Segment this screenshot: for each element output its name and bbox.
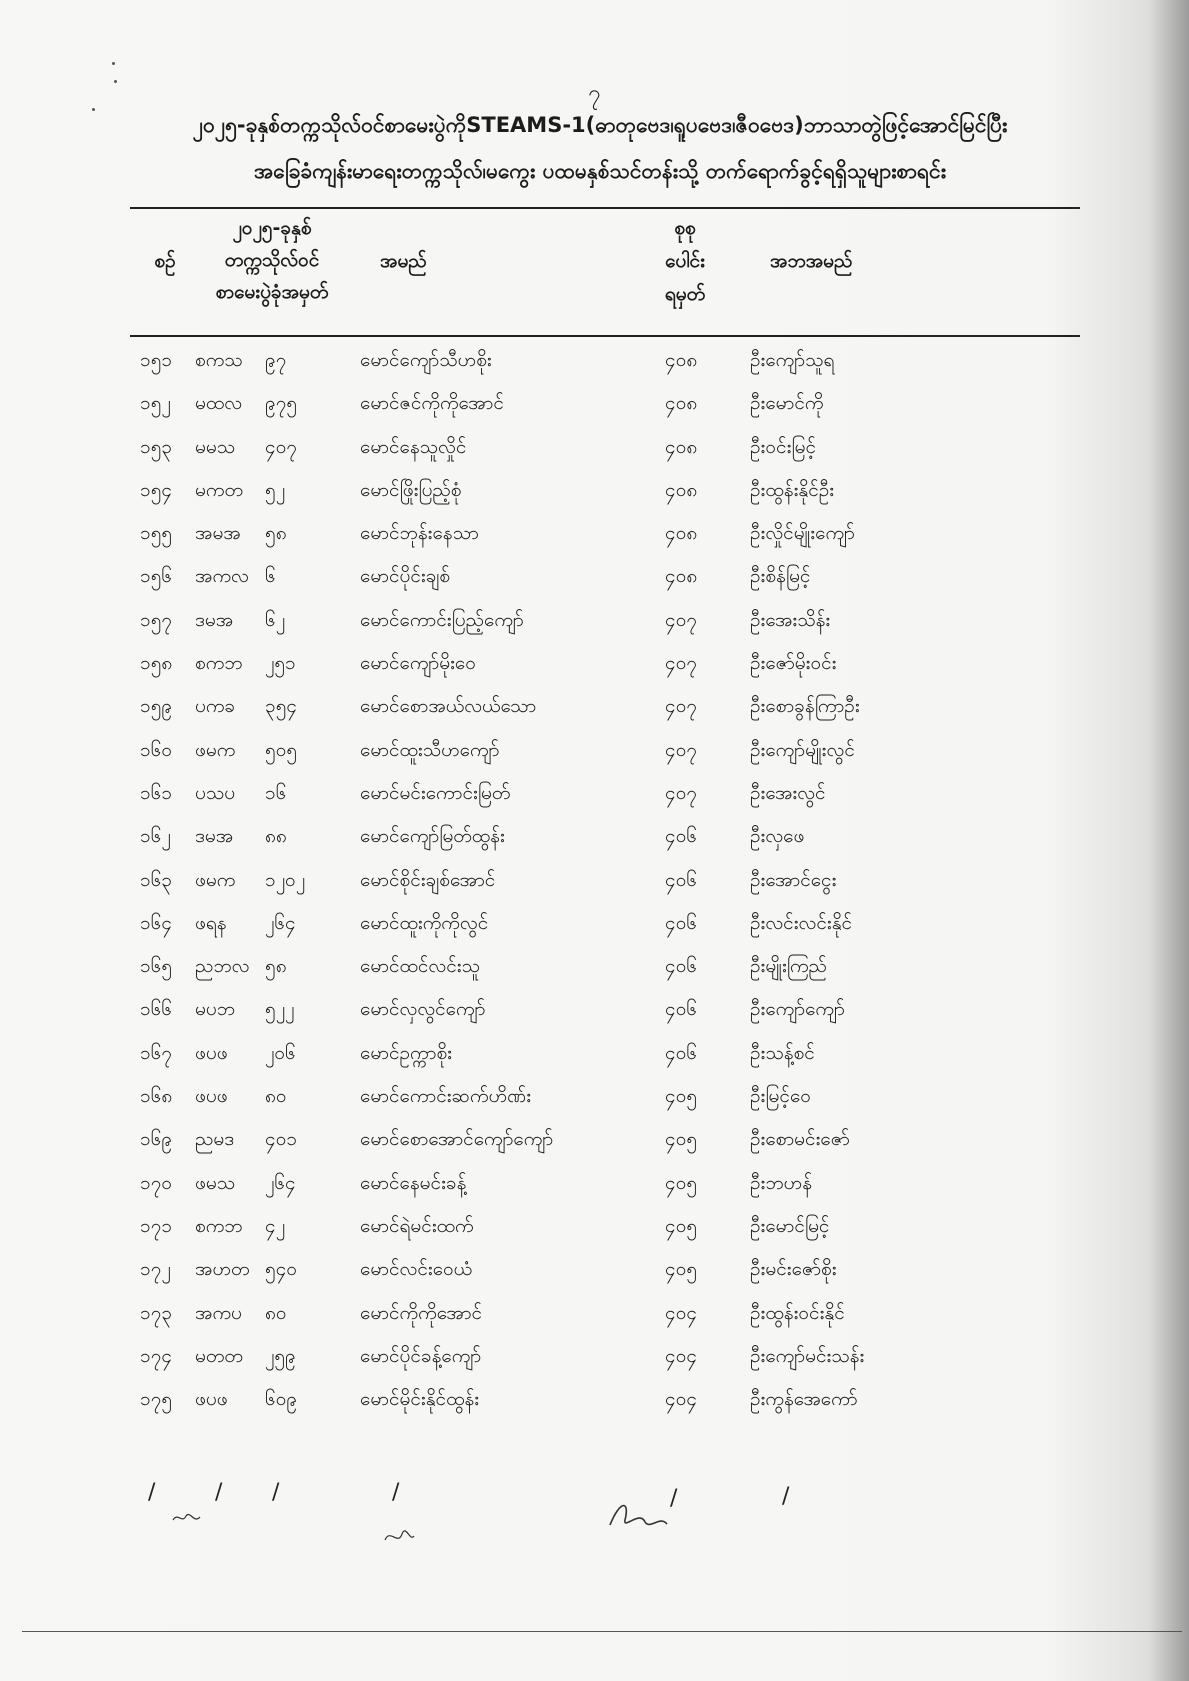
cell-center-code: ဖမက [195, 868, 236, 891]
cell-roll-number: ၅၈ [265, 522, 287, 545]
header-total-line: ရမှတ် [664, 283, 706, 305]
cell-serial: ၁၅၄ [140, 478, 173, 501]
cell-roll-number: ၉၇၅ [265, 392, 298, 415]
cell-father-name: ဦးကျော်မျိုးလွင် [750, 738, 855, 761]
table-row [0, 732, 1189, 775]
cell-roll-number: ၄၀၇ [265, 435, 298, 458]
table-row [0, 385, 1189, 428]
table-top-rule [130, 207, 1080, 209]
page-bottom-rule [22, 1631, 1182, 1632]
table-row [0, 472, 1189, 515]
cell-total-marks: ၄၀၆ [665, 825, 698, 848]
cell-name: မောင်မိုင်းနိုင်ထွန်း [360, 1388, 480, 1411]
cell-serial: ၁၆၅ [140, 955, 173, 978]
cell-center-code: မထလ [195, 392, 243, 415]
cell-father-name: ဦးလှဖေ [750, 825, 805, 848]
header-total-marks [650, 212, 720, 311]
cell-center-code: ဖပဖ [195, 1041, 228, 1064]
cell-father-name: ဦးမောင်မြင့် [750, 1214, 830, 1237]
cell-total-marks: ၄၀၅ [665, 1128, 698, 1151]
header-father-name: အဘအမည် [770, 250, 853, 272]
cell-serial: ၁၇၂ [140, 1258, 171, 1281]
cell-name: မောင်ပိုင်ခန့်ကျော် [360, 1344, 482, 1367]
cell-center-code: ဖရန [195, 911, 227, 934]
header-roll-line: တက္ကသိုလ်ဝင် [224, 249, 320, 271]
table-row [0, 1295, 1189, 1338]
cell-center-code: အမအ [195, 522, 241, 545]
table-row [0, 429, 1189, 472]
cell-serial: ၁၆၆ [140, 998, 173, 1021]
cell-serial: ၁၇၃ [140, 1301, 173, 1324]
table-row [0, 1078, 1189, 1121]
cell-name: မောင်ကျော်မိုးဝေ [360, 652, 476, 675]
cell-father-name: ဦးထွန်းနိုင်ဦး [750, 478, 835, 501]
cell-total-marks: ၄၀၇ [665, 608, 698, 631]
cell-father-name: ဦးအေးလွင် [750, 781, 826, 804]
cell-serial: ၁၆၇ [140, 1041, 173, 1064]
cell-total-marks: ၄၀၅ [665, 1214, 698, 1237]
document-title-line2: အခြေခံကျန်းမာရေးတက္ကသိုလ်၊မကွေး ပထမနှစ်သင်တန်းသို့ တက်ရောက်ခွင့်ရရှိသူများစာရင်း [253, 159, 947, 183]
header-roll-number [192, 212, 352, 308]
cell-name: မောင်မင်းကောင်းမြတ် [360, 781, 511, 804]
cell-serial: ၁၅၅ [140, 522, 173, 545]
cell-center-code: ဒမအ [195, 608, 234, 631]
header-serial: စဉ် [154, 250, 176, 272]
cell-total-marks: ၄၀၇ [665, 652, 698, 675]
cell-roll-number: ၉၇ [265, 349, 287, 371]
cell-father-name: ဦးအေးသိန်း [750, 608, 831, 631]
cell-total-marks: ၄၀၅ [665, 1171, 698, 1194]
cell-father-name: ဦးစိန်မြင့် [750, 565, 811, 588]
table-row [0, 688, 1189, 731]
cell-roll-number: ၅၀၅ [265, 738, 298, 761]
table-row [0, 1251, 1189, 1294]
table-row [0, 645, 1189, 688]
document-title-line1: ၂၀၂၅-ခုနှစ်တက္ကသိုလ်ဝင်စာမေးပွဲကိုSTEAMS-1(ဓာတုဗေဒ၊ရူပဗေဒ၊ဇီဝဗေဒ)ဘာသာတွဲဖြင့်အောင်မြင်ပြီး [192, 113, 1008, 137]
cell-serial: ၁၆၉ [140, 1128, 173, 1151]
cell-name: မောင်ကျော်မြတ်ထွန်း [360, 825, 505, 848]
initial-mark [170, 1508, 210, 1528]
cell-serial: ၁၅၆ [140, 565, 173, 588]
cell-father-name: ဦးကျော်ကျော် [750, 998, 845, 1021]
cell-father-name: ဦးကျော်သူရ [750, 349, 835, 371]
cell-serial: ၁၇၅ [140, 1388, 173, 1411]
cell-roll-number: ၈၀ [265, 1301, 287, 1324]
cell-name: မောင်ဖြိုးပြည့်စုံ [360, 478, 462, 501]
header-name: အမည် [380, 250, 427, 272]
cell-roll-number: ၂၀၆ [265, 1041, 296, 1064]
cell-center-code: ဖမက [195, 738, 236, 761]
cell-father-name: ဦးအောင်ငွေး [750, 868, 837, 891]
table-header-rule [130, 335, 1080, 337]
cell-center-code: ဒမအ [195, 825, 234, 848]
cell-total-marks: ၄၀၆ [665, 955, 698, 978]
cell-roll-number: ၄၂ [265, 1214, 286, 1237]
table-row [0, 558, 1189, 601]
table-row [0, 818, 1189, 861]
cell-total-marks: ၄၀၆ [665, 998, 698, 1021]
table-row [0, 1035, 1189, 1078]
cell-total-marks: ၄၀၆ [665, 1041, 698, 1064]
cell-name: မောင်ထင်လင်းသူ [360, 955, 480, 978]
page-number: ၇ [588, 81, 601, 106]
table-row [0, 948, 1189, 991]
cell-center-code: ညမဒ [195, 1128, 235, 1151]
cell-father-name: ဦးလင်းလင်းနိုင် [750, 911, 853, 934]
cell-serial: ၁၅၁ [140, 349, 173, 371]
cell-total-marks: ၄၀၈ [665, 392, 698, 415]
cell-total-marks: ၄၀၈ [665, 522, 698, 545]
cell-father-name: ဦးဇော်မိုးဝင်း [750, 652, 837, 675]
table-row [0, 991, 1189, 1034]
cell-serial: ၁၆၀ [140, 738, 173, 761]
cell-father-name: ဦးမောင်ကို [750, 392, 824, 415]
initial-mark [380, 1520, 420, 1550]
cell-center-code: မပဘ [195, 998, 235, 1021]
cell-name: မောင်ပိုင်းချစ် [360, 565, 451, 588]
signature-mark [605, 1490, 685, 1540]
cell-roll-number: ၁၂၀၂ [265, 868, 306, 891]
cell-roll-number: ၄၀၁ [265, 1128, 298, 1151]
cell-serial: ၁၅၈ [140, 652, 173, 675]
table-row [0, 1381, 1189, 1424]
header-roll-line: စာမေးပွဲခုံအမှတ် [215, 281, 329, 303]
table-row [0, 905, 1189, 948]
cell-serial: ၁၆၁ [140, 781, 173, 804]
cell-father-name: ဦးကွန်အေကော် [750, 1388, 858, 1411]
cell-center-code: မမသ [195, 435, 236, 458]
cell-name: မောင်ထူးသီဟကျော် [360, 738, 500, 761]
cell-center-code: ပသပ [195, 781, 236, 804]
cell-total-marks: ၄၀၆ [665, 868, 698, 891]
cell-name: မောင်ဇင်ကိုကိုအောင် [360, 392, 504, 415]
header-total-line: စုစု [674, 217, 696, 239]
cell-name: မောင်ဘုန်းနေသာ [360, 522, 479, 545]
cell-roll-number: ၃၅၄ [265, 695, 298, 718]
cell-roll-number: ၆၂ [265, 608, 286, 631]
cell-serial: ၁၅၇ [140, 608, 173, 631]
table-row [0, 1165, 1189, 1208]
cell-center-code: ဖမသ [195, 1171, 236, 1194]
cell-center-code: အကလ [195, 565, 249, 588]
cell-roll-number: ၂၅၉ [265, 1344, 296, 1367]
cell-center-code: အဟတ [195, 1258, 250, 1281]
cell-serial: ၁၇၄ [140, 1344, 173, 1367]
cell-total-marks: ၄၀၅ [665, 1258, 698, 1281]
cell-name: မောင်ဥက္ကာစိုး [360, 1041, 452, 1064]
cell-total-marks: ၄၀၄ [665, 1388, 698, 1411]
cell-roll-number: ၆၀၉ [265, 1388, 298, 1411]
table-row [0, 602, 1189, 645]
cell-total-marks: ၄၀၆ [665, 911, 698, 934]
cell-serial: ၁၆၃ [140, 868, 173, 891]
header-total-line: ပေါင်း [665, 250, 705, 272]
cell-total-marks: ၄၀၈ [665, 565, 698, 588]
cell-total-marks: ၄၀၇ [665, 738, 698, 761]
cell-father-name: ဦးလှိုင်မျိုးကျော် [750, 522, 855, 545]
table-row [0, 862, 1189, 905]
cell-name: မောင်ကောင်းဆက်ဟိဏ်း [360, 1085, 532, 1108]
table-row [0, 1121, 1189, 1164]
cell-serial: ၁၅၃ [140, 435, 173, 458]
cell-name: မောင်စောအယ်လယ်သော [360, 695, 537, 718]
cell-serial: ၁၇၁ [140, 1214, 173, 1237]
cell-roll-number: ၅၈ [265, 955, 287, 978]
table-row [0, 1338, 1189, 1381]
cell-roll-number: ၅၂၂ [265, 998, 295, 1021]
cell-serial: ၁၇၀ [140, 1171, 173, 1194]
cell-serial: ၁၆၄ [140, 911, 173, 934]
cell-center-code: ဖပဖ [195, 1085, 228, 1108]
table-row [0, 1208, 1189, 1251]
cell-father-name: ဦးစောခွန်ကြာဦး [750, 695, 860, 718]
cell-father-name: ဦးမျိုးကြည် [750, 955, 827, 978]
cell-center-code: ညဘလ [195, 955, 250, 978]
cell-father-name: ဦးမြင့်ဝေ [750, 1085, 811, 1108]
cell-center-code: စကဘ [195, 652, 243, 675]
cell-total-marks: ၄၀၇ [665, 781, 698, 804]
cell-center-code: မကတ [195, 478, 243, 501]
cell-total-marks: ၄၀၇ [665, 695, 698, 718]
cell-roll-number: ၂၆၄ [265, 911, 296, 934]
table-row [0, 342, 1189, 385]
cell-name: မောင်ကောင်းပြည့်ကျော် [360, 608, 524, 631]
cell-serial: ၁၅၂ [140, 392, 171, 415]
cell-name: မောင်နေမင်းခန့် [360, 1171, 467, 1194]
cell-father-name: ဦးသန့်စင် [750, 1041, 815, 1064]
scan-speck [112, 62, 115, 65]
cell-name: မောင်နေသူလှိုင် [360, 435, 467, 458]
cell-name: မောင်စောအောင်ကျော်ကျော် [360, 1128, 554, 1151]
cell-total-marks: ၄၀၄ [665, 1301, 698, 1324]
cell-father-name: ဦးထွန်းဝင်းနိုင် [750, 1301, 845, 1324]
cell-roll-number: ၈၀ [265, 1085, 287, 1108]
cell-center-code: အကပ [195, 1301, 242, 1324]
cell-name: မောင်ရဲမင်းထက် [360, 1214, 474, 1237]
table-body [0, 342, 1189, 1424]
cell-center-code: စကသ [195, 349, 243, 371]
cell-roll-number: ၆ [265, 565, 276, 588]
cell-total-marks: ၄၀၅ [665, 1085, 698, 1108]
cell-name: မောင်ကိုကိုအောင် [360, 1301, 483, 1324]
cell-name: မောင်လင်းဝေယံ [360, 1258, 473, 1281]
cell-name: မောင်လှလွင်ကျော် [360, 998, 486, 1021]
tick-marks: / / / / / / [148, 1480, 790, 1511]
cell-serial: ၁၆၈ [140, 1085, 173, 1108]
cell-name: မောင်ထူးကိုကိုလွင် [360, 911, 489, 934]
cell-father-name: ဦးကျော်မင်းသန်း [750, 1344, 865, 1367]
cell-center-code: ပကခ [195, 695, 236, 718]
table-row [0, 775, 1189, 818]
cell-roll-number: ၂၅၁ [265, 652, 296, 675]
cell-center-code: စကဘ [195, 1214, 243, 1237]
cell-father-name: ဦးမင်းဇော်စိုး [750, 1258, 837, 1281]
cell-roll-number: ၂၆၄ [265, 1171, 296, 1194]
cell-roll-number: ၅၂ [265, 478, 286, 501]
cell-roll-number: ၅၄၀ [265, 1258, 298, 1281]
cell-father-name: ဦးစောမင်းဇော် [750, 1128, 850, 1151]
cell-name: မောင်စိုင်းချစ်အောင် [360, 868, 496, 891]
cell-center-code: ဖပဖ [195, 1388, 228, 1411]
cell-roll-number: ၁၆ [265, 781, 287, 804]
header-roll-line: ၂၀၂၅-ခုနှစ် [232, 217, 312, 239]
cell-serial: ၁၅၉ [140, 695, 173, 718]
cell-total-marks: ၄၀၄ [665, 1344, 698, 1367]
cell-name: မောင်ကျော်သီဟစိုး [360, 349, 492, 371]
cell-total-marks: ၄၀၈ [665, 349, 698, 371]
cell-total-marks: ၄၀၈ [665, 478, 698, 501]
cell-roll-number: ၈၈ [265, 825, 287, 848]
cell-father-name: ဦးဝင်းမြင့် [750, 435, 816, 458]
cell-father-name: ဦးဘဟန် [750, 1171, 813, 1194]
cell-center-code: မတတ [195, 1344, 243, 1367]
cell-total-marks: ၄၀၈ [665, 435, 698, 458]
cell-serial: ၁၆၂ [140, 825, 171, 848]
table-row [0, 515, 1189, 558]
